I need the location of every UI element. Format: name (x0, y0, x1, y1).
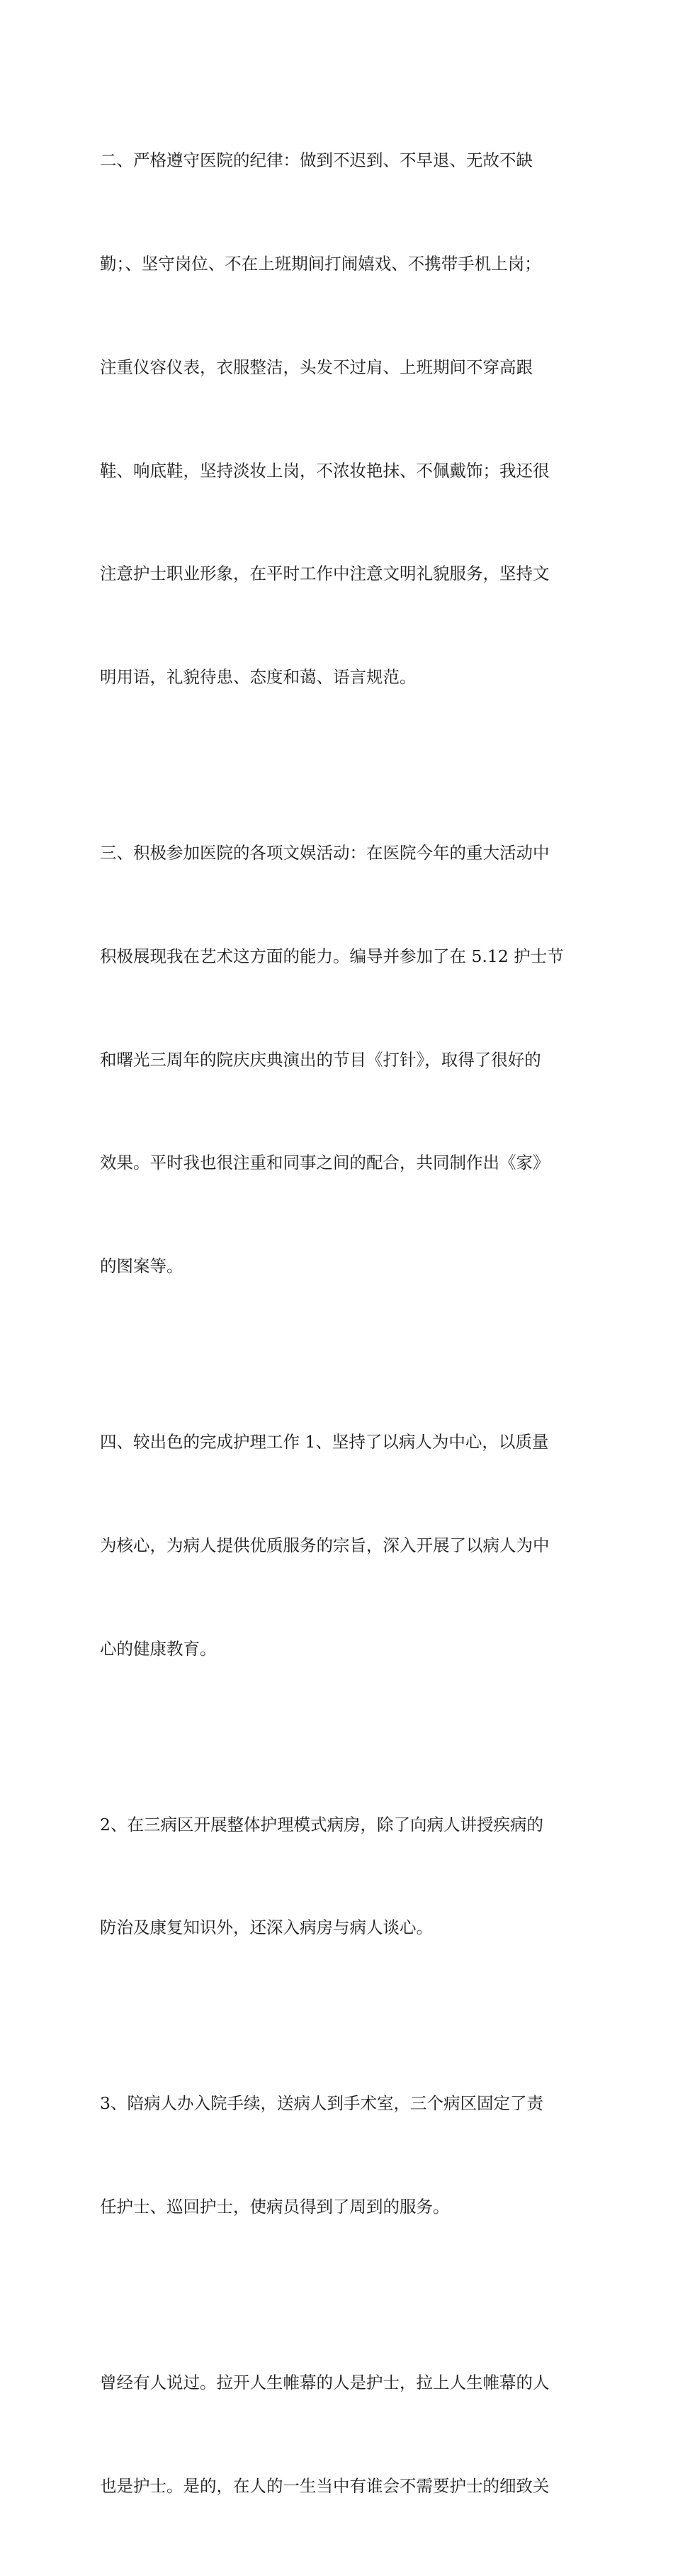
text-line: 四、较出色的完成护理工作 1、坚持了以病人为中心，以质量 (100, 1432, 549, 1452)
paragraph-nursing-work (100, 1356, 576, 1735)
text-line: 的图案等。 (100, 1256, 183, 1277)
text-line: 防治及康复知识外，还深入病房与病人谈心。 (100, 1917, 433, 1938)
text-line: 效果。平时我也很注重和同事之间的配合，共同制作出《家》 (100, 1153, 550, 1173)
paragraph-item-2 (100, 1739, 576, 2015)
text-line: 二、严格遵守医院的纪律：做到不迟到、不早退、无故不缺 (100, 150, 533, 171)
text-line: 为核心，为病人提供优质服务的宗旨，深入开展了以病人为中 (100, 1535, 550, 1555)
paragraph-closing (100, 2297, 576, 2572)
text-line: 3、陪病人办入院手续，送病人到手术室，三个病区固定了责 (100, 2093, 543, 2114)
paragraph-activities (100, 767, 576, 1353)
text-line: 注意护士职业形象，在平时工作中注意文明礼貌服务，坚持文 (100, 564, 550, 584)
text-line: 2、在三病区开展整体护理模式病房，除了向病人讲授疾病的 (100, 1814, 543, 1835)
text-line: 三、积极参加医院的各项文娱活动：在医院今年的重大活动中 (100, 843, 550, 863)
text-line: 曾经有人说过。拉开人生帷幕的人是护士，拉上人生帷幕的人 (100, 2373, 550, 2393)
text-line: 也是护士。是的，在人的一生当中有谁会不需要护士的细致关 (100, 2475, 550, 2496)
text-line: 鞋、响底鞋，坚持淡妆上岗，不浓妆艳抹、不佩戴饰；我还很 (100, 460, 550, 481)
text-line: 注重仪容仪表，衣服整洁，头发不过肩、上班期间不穿高跟 (100, 357, 533, 377)
text-line: 心的健康教育。 (100, 1638, 217, 1659)
text-line: 任护士、巡回护士，使病员得到了周到的服务。 (100, 2197, 450, 2217)
text-line: 勤；、坚守岗位、不在上班期间打闹嬉戏、不携带手机上岗； (100, 253, 541, 274)
paragraph-discipline (100, 74, 576, 763)
text-line: 明用语，礼貌待患、态度和蔼、语言规范。 (100, 667, 417, 688)
document-body (100, 74, 576, 2576)
paragraph-item-3 (100, 2017, 576, 2293)
text-line: 和曙光三周年的院庆庆典演出的节目《打针》，取得了很好的 (100, 1049, 541, 1070)
text-line: 积极展现我在艺术这方面的能力。编导并参加了在 5.12 护士节 (100, 946, 564, 966)
